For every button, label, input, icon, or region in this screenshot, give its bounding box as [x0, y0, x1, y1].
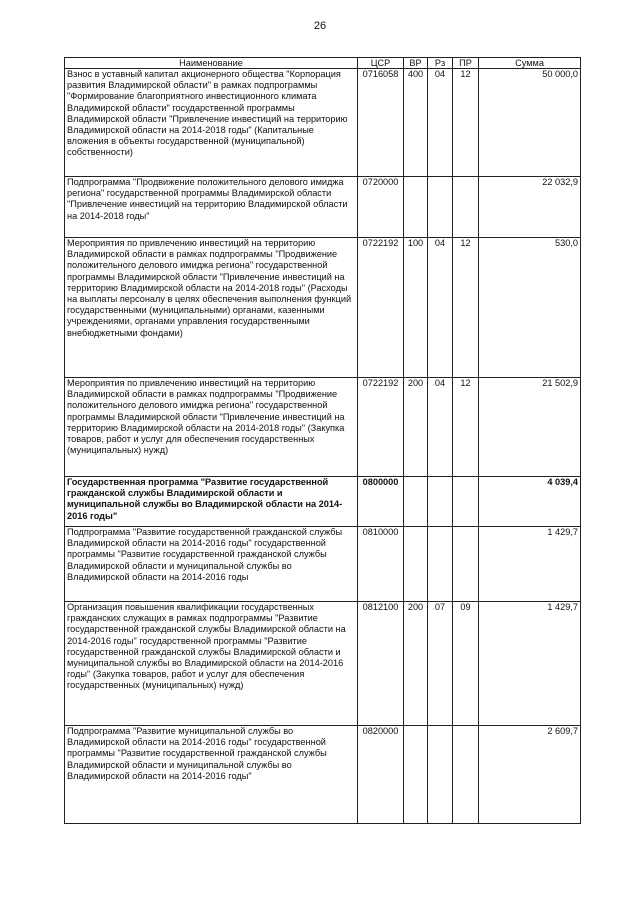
table-row [65, 177, 581, 238]
row-name: Государственная программа "Развитие государственной гражданской службы Владимирской области и муниципальной службы во Владимирской области на 2014-2016 годы" [65, 477, 358, 527]
row-sum: 530,0 [479, 238, 581, 378]
row-pr [453, 477, 479, 527]
row-csr: 0820000 [358, 726, 404, 824]
table-row [65, 378, 581, 477]
row-vr: 200 [404, 378, 428, 477]
table-row [65, 726, 581, 824]
row-csr: 0812100 [358, 602, 404, 726]
row-rz [428, 177, 453, 238]
row-sum: 4 039,4 [479, 477, 581, 527]
row-sum: 50 000,0 [479, 69, 581, 177]
row-csr: 0716058 [358, 69, 404, 177]
table-row [65, 477, 581, 527]
row-rz: 04 [428, 378, 453, 477]
row-name: Взнос в уставный капитал акционерного общества "Корпорация развития Владимирской области" в рамках подпрограммы "Формирование благоприятного инвестиционного климата Владимирской области" государственной программы Владимирской области "Привлечение инвестиций на территорию Владимирской области на 2014-2018 годы" (Капитальные вложения в объекты государственной (муниципальной) собственности) [65, 69, 358, 177]
row-name: Мероприятия по привлечению инвестиций на территорию Владимирской области в рамках подпрограммы "Продвижение положительного делового имиджа региона" государственной программы Владимирской области "Привлечение инвестиций на территорию Владимирской области на 2014-2018 годы" (Расходы на выплаты персоналу в целях обеспечения выполнения функций государственными (муниципальными) органами, казенными учреждениями, органами управления государственными внебюджетными фондами) [65, 238, 358, 378]
row-name: Подпрограмма "Развитие государственной гражданской службы Владимирской области на 2014-2016 годы" государственной программы "Развитие государственной гражданской службы Владимирской области и муниципальной службы во Владимирской области на 2014-2016 годы [65, 527, 358, 602]
row-pr: 12 [453, 69, 479, 177]
row-vr: 400 [404, 69, 428, 177]
row-rz [428, 726, 453, 824]
table-header-row [65, 58, 581, 69]
table-row [65, 238, 581, 378]
table-row [65, 602, 581, 726]
header-vr: ВР [404, 58, 428, 69]
row-name: Организация повышения квалификации государственных гражданских служащих в рамках подпрограммы "Развитие государственной гражданской службы Владимирской области на 2014-2016 годы" государственной программы "Развитие государственной гражданской службы Владимирской области и муниципальной службы во Владимирской области на 2014-2016 годы" (Закупка товаров, работ и услуг для обеспечения государственных (муниципальных) нужд) [65, 602, 358, 726]
row-sum: 21 502,9 [479, 378, 581, 477]
header-csr: ЦСР [358, 58, 404, 69]
budget-table [64, 57, 581, 824]
row-csr: 0810000 [358, 527, 404, 602]
header-name: Наименование [65, 58, 358, 69]
row-vr [404, 527, 428, 602]
row-sum: 1 429,7 [479, 527, 581, 602]
header-sum: Сумма [479, 58, 581, 69]
header-pr: ПР [453, 58, 479, 69]
row-vr [404, 726, 428, 824]
header-rz: Рз [428, 58, 453, 69]
row-csr: 0722192 [358, 238, 404, 378]
row-vr: 100 [404, 238, 428, 378]
row-pr: 12 [453, 378, 479, 477]
row-pr [453, 527, 479, 602]
row-pr: 12 [453, 238, 479, 378]
row-csr: 0722192 [358, 378, 404, 477]
table-row [65, 527, 581, 602]
row-sum: 1 429,7 [479, 602, 581, 726]
row-rz: 04 [428, 69, 453, 177]
row-pr [453, 177, 479, 238]
row-rz [428, 477, 453, 527]
row-vr [404, 477, 428, 527]
row-csr: 0720000 [358, 177, 404, 238]
table-row [65, 69, 581, 177]
row-rz: 07 [428, 602, 453, 726]
row-pr: 09 [453, 602, 479, 726]
row-rz: 04 [428, 238, 453, 378]
row-vr: 200 [404, 602, 428, 726]
row-name: Подпрограмма "Продвижение положительного делового имиджа региона" государственной программы Владимирской области "Привлечение инвестиций на территорию Владимирской области на 2014-2018 годы" [65, 177, 358, 238]
row-name: Подпрограмма "Развитие муниципальной службы во Владимирской области на 2014-2016 годы" государственной программы "Развитие государственной гражданской службы Владимирской области и муниципальной службы во Владимирской области на 2014-2016 годы" [65, 726, 358, 824]
row-name: Мероприятия по привлечению инвестиций на территорию Владимирской области в рамках подпрограммы "Продвижение положительного делового имиджа региона" государственной программы Владимирской области "Привлечение инвестиций на территорию Владимирской области на 2014-2018 годы" (Закупка товаров, работ и услуг для обеспечения государственных (муниципальных) нужд) [65, 378, 358, 477]
row-rz [428, 527, 453, 602]
row-vr [404, 177, 428, 238]
row-pr [453, 726, 479, 824]
row-csr: 0800000 [358, 477, 404, 527]
row-sum: 2 609,7 [479, 726, 581, 824]
row-sum: 22 032,9 [479, 177, 581, 238]
page-number: 26 [313, 20, 327, 32]
